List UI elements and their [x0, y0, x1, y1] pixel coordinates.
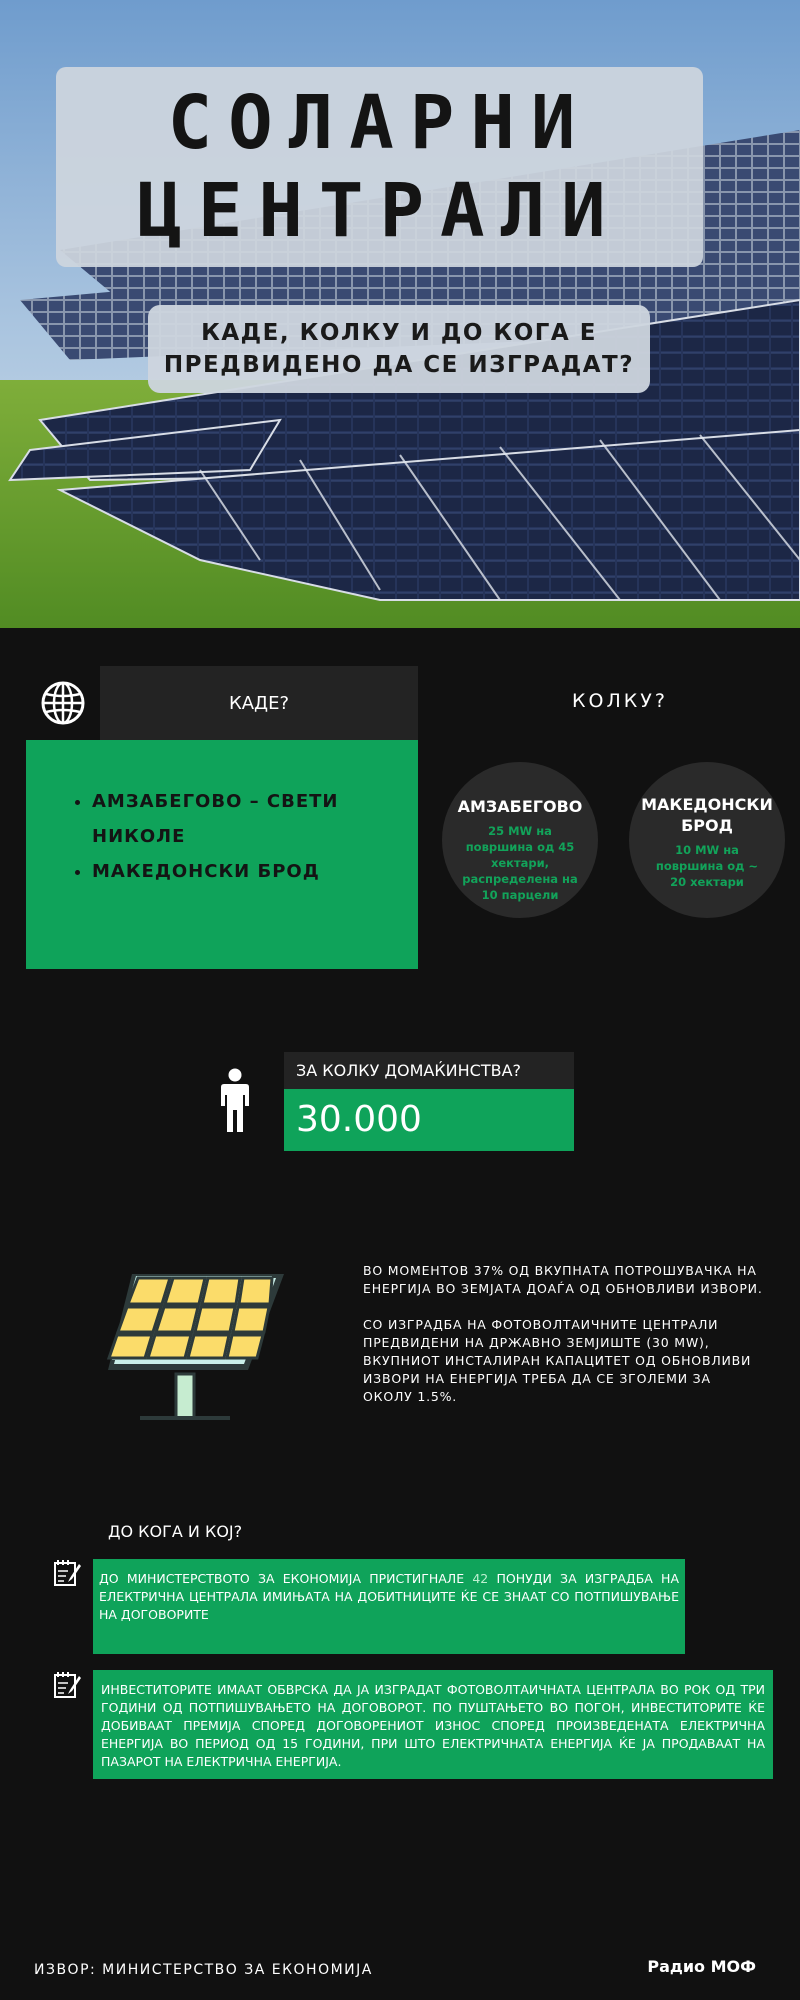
kolku-header: КОЛКУ?	[572, 690, 668, 712]
stats-text	[363, 1262, 763, 1424]
households-value: 30.000	[284, 1089, 574, 1151]
info-box-investors: ИНВЕСТИТОРИТЕ ИМААТ ОБВРСКА ДА ЈА ИЗГРАДАТ ФОТОВОЛТАИЧНАТА ЦЕНТРАЛА ВО РОК ОД ТРИ ГОДИНИ ОД ПОТПИШУВАЊЕТО НА ДОГОВОРОТ. ПО ПУШТАЊЕТО ВО ПОГОН, ИНВЕСТИТОРИТЕ ЌЕ ДОБИВААТ ПРЕМИЈА СПОРЕД ДОГОВОРЕНИОТ ИЗНОС СПОРЕД ПРОИЗВЕДЕНАТА ЕЛЕКТРИЧНА ЕНЕРГИЈА ВО ПЕРИОД ОД 15 ГОДИНИ, ПРИ ШТО ЕЛЕКТРИЧНАТА ЕНЕРГИЈА ЌЕ ЈА ПРОДАВААТ НА ПАЗАРОТ НА ЕЛЕКТРИЧНА ЕНЕРГИЈА.	[93, 1670, 773, 1779]
dokoga-header: ДО КОГА И КОЈ?	[108, 1522, 243, 1541]
site-name: АМЗАБЕГОВО	[457, 797, 583, 816]
notepad-icon	[52, 1670, 82, 1704]
globe-icon	[26, 666, 100, 740]
site-name: МАКЕДОНСКИ БРОД	[641, 795, 773, 835]
title-box	[56, 67, 703, 267]
location-list	[26, 740, 418, 969]
solar-panel-icon	[104, 1266, 284, 1430]
hero-section	[0, 0, 800, 640]
offers-count: 42	[472, 1571, 489, 1586]
offers-text-end: ПОНУДИ ЗА ИЗГРАДБА НА ЕЛЕКТРИЧНА ЦЕНТРАЛА ИМИЊАТА НА ДОБИТНИЦИТЕ ЌЕ СЕ ЗНААТ СО ПОТПИШУВАЊЕ НА ДОГОВОРИТЕ	[99, 1571, 679, 1622]
households-question: ЗА КОЛКУ ДОМАЌИНСТВА?	[284, 1052, 574, 1089]
notepad-icon	[52, 1558, 82, 1592]
source-credit: ИЗВОР: МИНИСТЕРСТВО ЗА ЕКОНОМИЈА	[34, 1962, 373, 1978]
stats-paragraph-2: СО ИЗГРАДБА НА ФОТОВОЛТАИЧНИТЕ ЦЕНТРАЛИ ПРЕДВИДЕНИ НА ДРЖАВНО ЗЕМЈИШТЕ (30 MW), ВКУПНИОТ ИНСТАЛИРАН КАПАЦИТЕТ ОД ОБНОВЛИВИ ИЗВОРИ НА ЕНЕРГИЈА ТРЕБА ДА СЕ ЗГОЛЕМИ ЗА ОКОЛУ 1.5%.	[363, 1317, 752, 1404]
location-item: • АМЗАБЕГОВО – СВЕТИ НИКОЛЕ	[92, 784, 418, 854]
site-detail: 25 MW на површина од 45 хектари, распределена на 10 парцели	[462, 824, 578, 902]
info-box-offers	[93, 1559, 685, 1654]
person-icon	[219, 1068, 251, 1138]
site-detail: 10 MW на површина од ~ 20 хектари	[655, 843, 759, 889]
brand-logo-text: Радио МОФ	[647, 1957, 756, 1976]
kade-header: КАДЕ?	[100, 666, 418, 740]
subtitle-line-1: КАДЕ, КОЛКУ И ДО КОГА Е	[201, 320, 597, 346]
title-line-1: СОЛАРНИ	[167, 80, 592, 166]
stats-paragraph-1: ВО МОМЕНТОВ 37% ОД ВКУПНАТА ПОТРОШУВАЧКА НА ЕНЕРГИЈА ВО ЗЕМЈАТА ДОАЃА ОД ОБНОВЛИВИ ИЗВОРИ.	[363, 1263, 763, 1296]
site-circle-makedonski-brod	[629, 762, 785, 918]
subtitle-line-2: ПРЕДВИДЕНО ДА СЕ ИЗГРАДАТ?	[163, 352, 635, 378]
title-line-2: ЦЕНТРАЛИ	[137, 168, 622, 254]
site-circle-amzabegovo	[442, 762, 598, 918]
location-item: • МАКЕДОНСКИ БРОД	[92, 854, 418, 889]
offers-text-start: ДО МИНИСТЕРСТВОТО ЗА ЕКОНОМИЈА ПРИСТИГНАЛЕ	[99, 1571, 473, 1586]
subtitle-box	[148, 305, 650, 393]
